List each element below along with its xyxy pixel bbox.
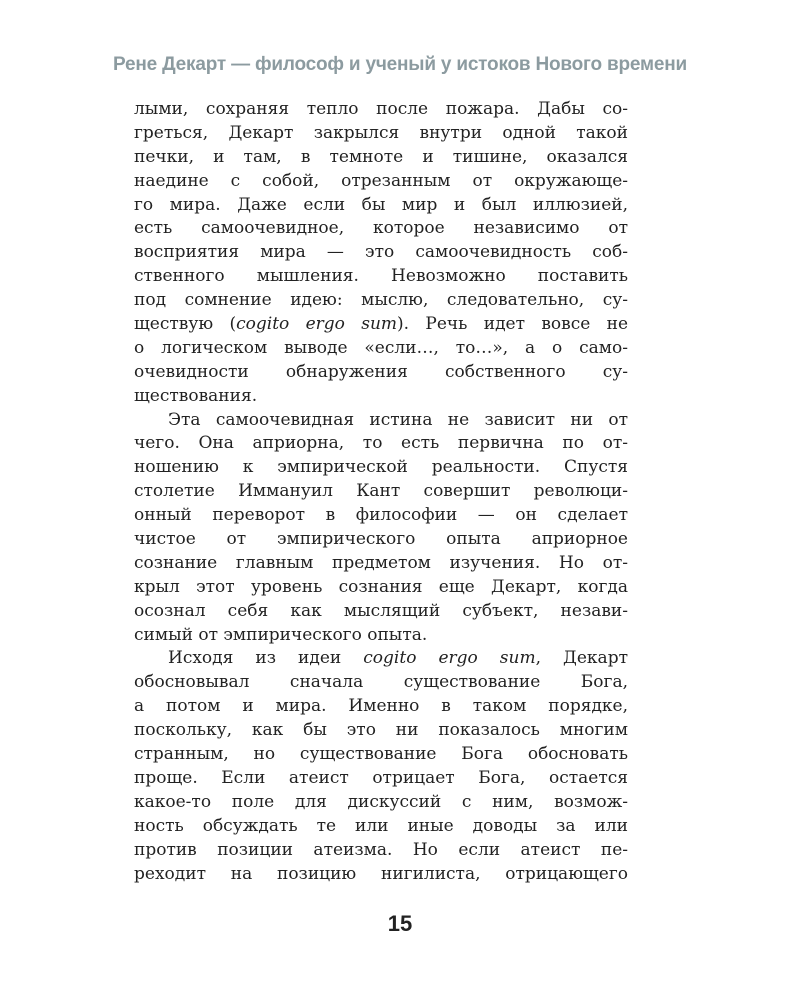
paragraph bbox=[134, 647, 628, 886]
text-line: о логическом выводе «если…, то…», а о само- bbox=[134, 337, 628, 358]
running-head: Рене Декарт — философ и ученый у истоков Нового времени bbox=[113, 54, 687, 75]
text-line: обосновывал сначала существование Бога, bbox=[134, 672, 628, 693]
text-line: греться, Декарт закрылся внутри одной такой bbox=[134, 122, 628, 143]
text-line: крыл этот уровень сознания еще Декарт, когда bbox=[134, 576, 628, 597]
text-line: поскольку, как бы это ни показалось многим bbox=[134, 720, 628, 741]
text-line: онный переворот в философии — он сделает bbox=[134, 505, 628, 526]
text-line: чего. Она априорна, то есть первична по от- bbox=[134, 433, 628, 454]
text-line: ношению к эмпирической реальности. Спустя bbox=[134, 457, 628, 478]
text-line: ществую (cogito ergo sum). Речь идет вовсе не bbox=[134, 314, 629, 335]
text-line: ществования. bbox=[134, 385, 258, 406]
text-line: лыми, сохраняя тепло после пожара. Дабы со- bbox=[134, 99, 628, 119]
text-line: против позиции атеизма. Но если атеист пе- bbox=[134, 839, 628, 860]
text-line: сознание главным предметом изучения. Но от- bbox=[134, 552, 628, 573]
text-line: симый от эмпирического опыта. bbox=[134, 624, 428, 645]
text-line: проще. Если атеист отрицает Бога, остается bbox=[134, 767, 628, 788]
text-line: наедине с собой, отрезанным от окружающе- bbox=[134, 170, 628, 191]
text-line: Эта самоочевидная истина не зависит ни от bbox=[168, 409, 628, 430]
text-line: реходит на позицию нигилиста, отрицающего bbox=[134, 863, 628, 884]
text-line: столетие Иммануил Кант совершит революци- bbox=[134, 481, 628, 502]
text-line: очевидности обнаружения собственного су- bbox=[134, 361, 628, 382]
text-line: странным, но существование Бога обосновать bbox=[134, 744, 628, 765]
paragraph bbox=[134, 98, 628, 409]
text-line: чистое от эмпирического опыта априорное bbox=[134, 529, 628, 550]
text-line: Исходя из идеи cogito ergo sum, Декарт bbox=[168, 648, 628, 669]
text-line: а потом и мира. Именно в таком порядке, bbox=[134, 696, 628, 717]
text-line: есть самоочевидное, которое независимо от bbox=[134, 218, 628, 239]
text-line: ность обсуждать те или иные доводы за или bbox=[134, 815, 628, 836]
paragraph bbox=[134, 409, 628, 648]
text-line: восприятия мира — это самоочевидность соб- bbox=[134, 242, 628, 263]
text-line: печки, и там, в темноте и тишине, оказался bbox=[134, 146, 628, 167]
text-line: осознал себя как мыслящий субъект, незави- bbox=[134, 600, 628, 621]
text-line: какое-то поле для дискуссий с ним, возмож- bbox=[134, 791, 628, 812]
page-number: 15 bbox=[387, 911, 413, 936]
text-line: го мира. Даже если бы мир и был иллюзией, bbox=[134, 194, 628, 215]
text-line: под сомнение идею: мыслю, следовательно, су- bbox=[134, 290, 628, 311]
text-line: ственного мышления. Невозможно поставить bbox=[134, 266, 628, 287]
body-text bbox=[134, 98, 628, 886]
